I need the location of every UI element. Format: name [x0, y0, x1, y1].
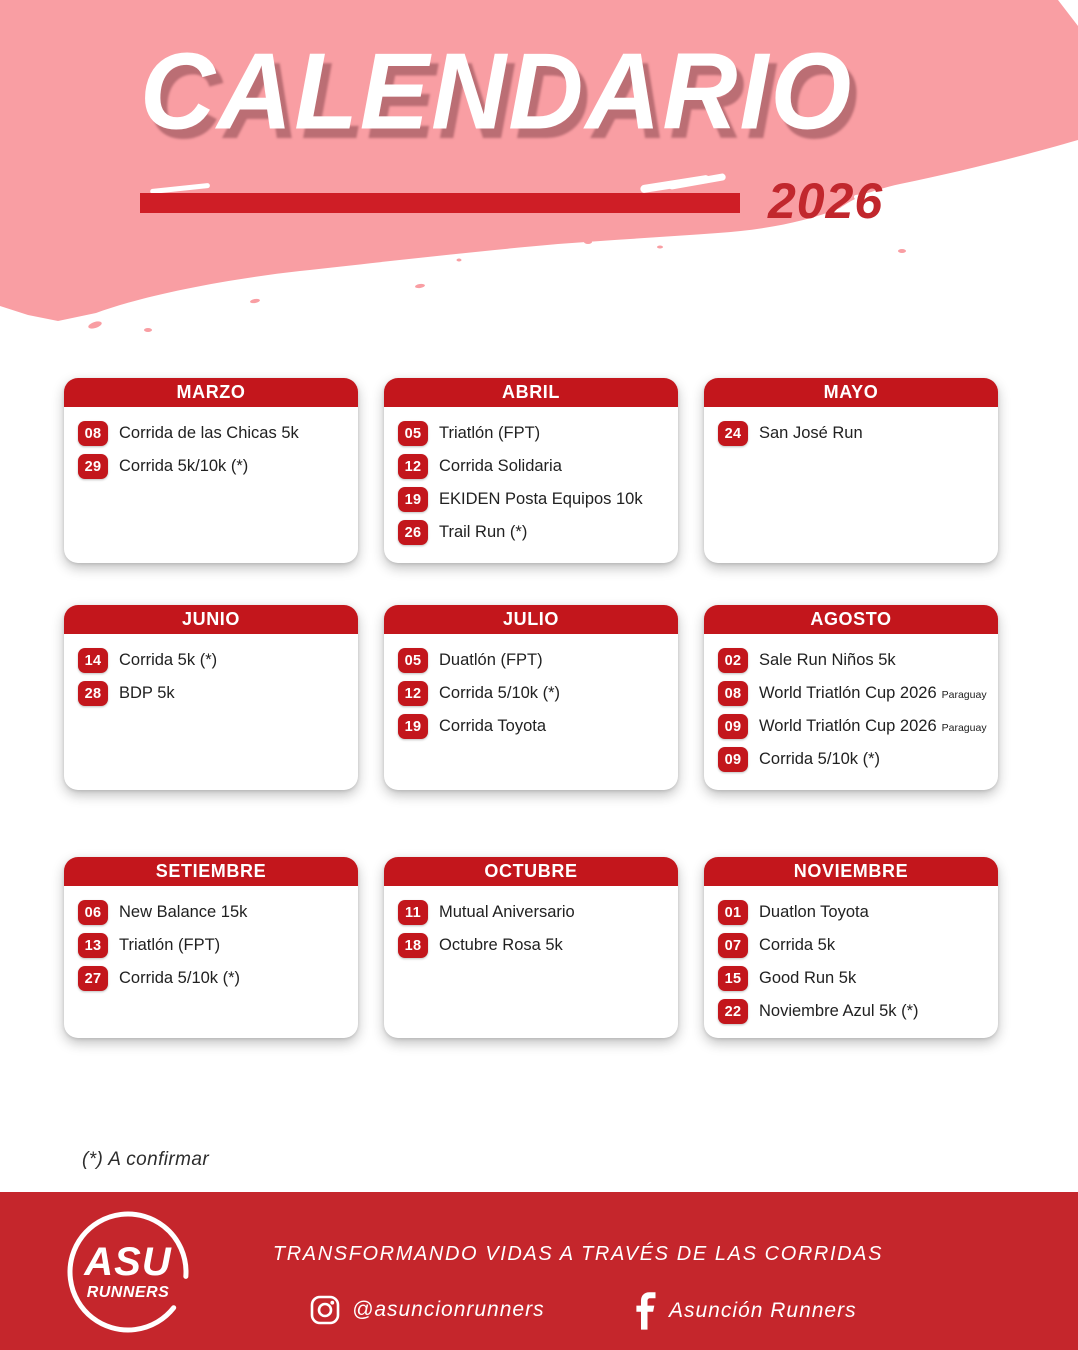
event-row — [398, 516, 674, 549]
event-label: Duatlon Toyota — [759, 903, 869, 921]
month-grid-row — [64, 605, 998, 790]
event-label: Good Run 5k — [759, 969, 857, 987]
month-header-label: MAYO — [704, 378, 998, 407]
event-label: Triatlón (FPT) — [439, 424, 541, 442]
event-row — [718, 677, 994, 710]
instagram-icon — [310, 1295, 340, 1325]
event-suffix-label: Paraguay — [941, 689, 987, 701]
page-title: CALENDARIO — [140, 31, 854, 153]
event-row — [398, 417, 674, 450]
event-row — [718, 896, 994, 929]
event-row — [718, 929, 994, 962]
event-day-badge: 24 — [718, 421, 748, 446]
event-day-badge: 01 — [718, 900, 748, 925]
event-label: World Triatlón Cup 2026 — [759, 684, 937, 702]
event-row — [398, 483, 674, 516]
event-row — [718, 417, 994, 450]
event-row — [78, 417, 354, 450]
event-list — [64, 407, 358, 483]
event-label: New Balance 15k — [119, 903, 248, 921]
event-day-badge: 18 — [398, 933, 428, 958]
event-day-badge: 29 — [78, 454, 108, 479]
event-row — [718, 743, 994, 776]
event-day-badge: 12 — [398, 454, 428, 479]
event-day-badge: 19 — [398, 487, 428, 512]
month-header-label: JULIO — [384, 605, 678, 634]
event-label: Corrida 5k (*) — [119, 651, 218, 669]
facebook-handle-label: Asunción Runners — [669, 1299, 857, 1322]
event-day-badge: 15 — [718, 966, 748, 991]
asu-runners-logo — [62, 1206, 194, 1338]
footer-band — [0, 1192, 1078, 1350]
event-day-badge: 28 — [78, 681, 108, 706]
month-card-octubre — [384, 857, 678, 1038]
event-label: Trail Run (*) — [439, 523, 528, 541]
month-header-label: MARZO — [64, 378, 358, 407]
month-grid-row — [64, 378, 998, 563]
event-day-badge: 06 — [78, 900, 108, 925]
year-label: 2026 — [768, 173, 884, 229]
event-label: San José Run — [759, 424, 863, 442]
event-row — [78, 450, 354, 483]
event-day-badge: 08 — [718, 681, 748, 706]
instagram-handle-label: @asuncionrunners — [352, 1298, 545, 1321]
event-day-badge: 09 — [718, 714, 748, 739]
event-day-badge: 14 — [78, 648, 108, 673]
event-day-badge: 07 — [718, 933, 748, 958]
month-header-label: OCTUBRE — [384, 857, 678, 886]
event-row — [78, 929, 354, 962]
event-label: Corrida Toyota — [439, 717, 547, 735]
event-row — [78, 644, 354, 677]
confirmation-note: (*) A confirmar — [82, 1149, 210, 1170]
event-list — [384, 886, 678, 962]
event-list — [704, 886, 998, 1028]
month-grid-row — [64, 857, 998, 1038]
event-label: EKIDEN Posta Equipos 10k — [439, 490, 643, 508]
event-day-badge: 12 — [398, 681, 428, 706]
event-day-badge: 13 — [78, 933, 108, 958]
event-row — [398, 929, 674, 962]
event-row — [78, 896, 354, 929]
event-day-badge: 26 — [398, 520, 428, 545]
event-day-badge: 22 — [718, 999, 748, 1024]
event-label: Duatlón (FPT) — [439, 651, 543, 669]
event-label: Corrida 5/10k (*) — [439, 684, 561, 702]
event-label: Sale Run Niños 5k — [759, 651, 896, 669]
event-row — [718, 995, 994, 1028]
event-day-badge: 27 — [78, 966, 108, 991]
event-day-badge: 05 — [398, 648, 428, 673]
event-label: World Triatlón Cup 2026 — [759, 717, 937, 735]
event-row — [78, 677, 354, 710]
month-card-julio — [384, 605, 678, 790]
event-list — [384, 634, 678, 743]
logo-asu-label: ASU — [84, 1240, 172, 1284]
logo-runners-label: RUNNERS — [86, 1284, 170, 1301]
month-header-label: ABRIL — [384, 378, 678, 407]
event-label: Corrida de las Chicas 5k — [119, 424, 299, 442]
event-label: BDP 5k — [119, 684, 175, 702]
event-list — [64, 634, 358, 710]
event-row — [718, 962, 994, 995]
month-header-label: AGOSTO — [704, 605, 998, 634]
event-row — [398, 710, 674, 743]
event-row — [718, 710, 994, 743]
month-card-mayo — [704, 378, 998, 563]
title-underline-bar — [140, 193, 740, 213]
event-row — [718, 644, 994, 677]
event-row — [398, 896, 674, 929]
event-row — [398, 450, 674, 483]
event-label: Noviembre Azul 5k (*) — [759, 1002, 919, 1020]
event-day-badge: 05 — [398, 421, 428, 446]
event-list — [384, 407, 678, 549]
event-day-badge: 19 — [398, 714, 428, 739]
event-list — [704, 407, 998, 450]
event-label: Triatlón (FPT) — [119, 936, 221, 954]
facebook-icon — [636, 1292, 657, 1330]
instagram-handle — [310, 1295, 545, 1325]
event-label: Corrida 5k — [759, 936, 836, 954]
event-suffix-label: Paraguay — [941, 722, 987, 734]
facebook-handle — [636, 1292, 857, 1330]
month-card-junio — [64, 605, 358, 790]
month-header-label: JUNIO — [64, 605, 358, 634]
event-row — [398, 644, 674, 677]
event-label: Octubre Rosa 5k — [439, 936, 563, 954]
event-list — [64, 886, 358, 995]
month-header-label: NOVIEMBRE — [704, 857, 998, 886]
month-card-setiembre — [64, 857, 358, 1038]
event-day-badge: 02 — [718, 648, 748, 673]
event-row — [78, 962, 354, 995]
event-row — [398, 677, 674, 710]
month-card-agosto — [704, 605, 998, 790]
month-card-abril — [384, 378, 678, 563]
event-day-badge: 09 — [718, 747, 748, 772]
event-label: Corrida 5/10k (*) — [119, 969, 241, 987]
event-label: Corrida Solidaria — [439, 457, 562, 475]
event-label: Corrida 5/10k (*) — [759, 750, 881, 768]
event-list — [704, 634, 998, 776]
event-label: Corrida 5k/10k (*) — [119, 457, 249, 475]
month-card-noviembre — [704, 857, 998, 1038]
event-day-badge: 11 — [398, 900, 428, 925]
month-header-label: SETIEMBRE — [64, 857, 358, 886]
footer-tagline: TRANSFORMANDO VIDAS A TRAVÉS DE LAS CORRIDAS — [272, 1243, 884, 1265]
month-card-marzo — [64, 378, 358, 563]
event-day-badge: 08 — [78, 421, 108, 446]
event-label: Mutual Aniversario — [439, 903, 575, 921]
